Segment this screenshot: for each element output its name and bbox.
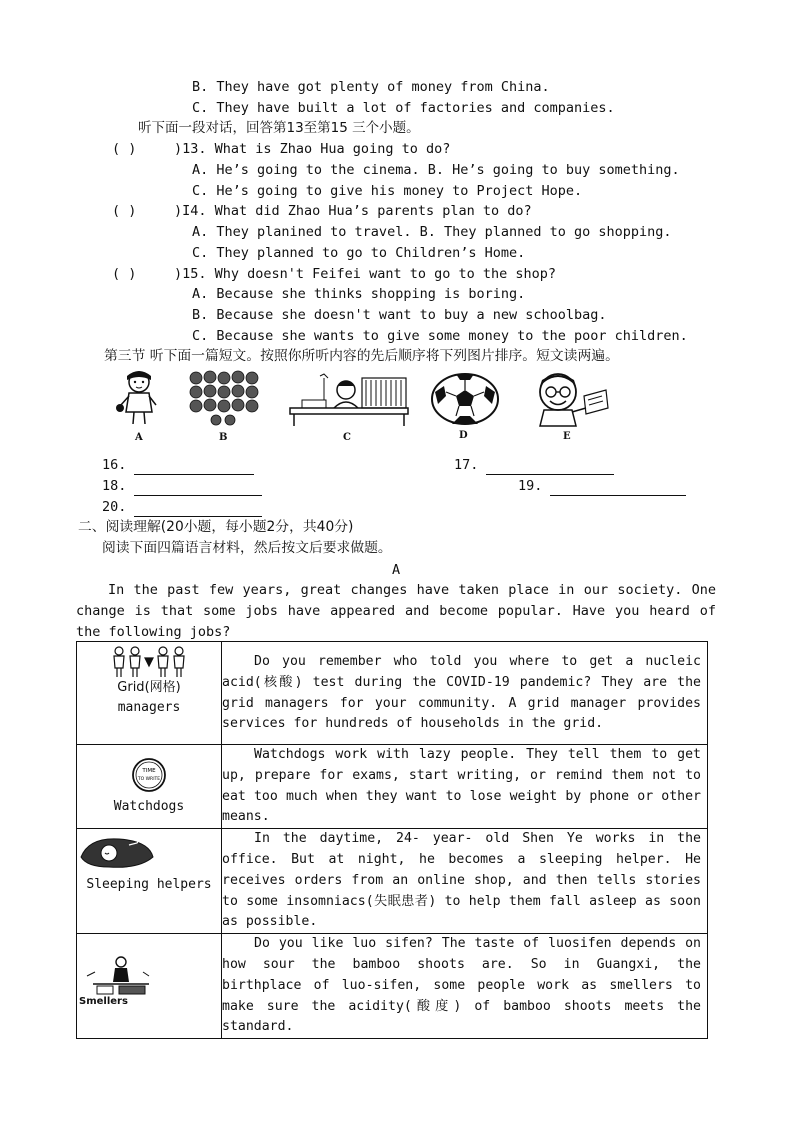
picture-label: A — [135, 432, 143, 443]
table-row — [77, 642, 708, 745]
answer-slot-label: 20. — [102, 499, 127, 515]
job-name: Sleeping helpers — [86, 877, 212, 893]
job-description: Do you remember who told you where to get a nucleic acid(核酸) test during the COVID-19 pandemic? They are the grid managers for your community. A grid manager provides services for hundreds of households in the grid. — [222, 642, 708, 745]
question-option: A. They planined to travel. B. They planned to go shopping. — [192, 224, 672, 240]
table-row — [77, 829, 708, 934]
picture-label: D — [459, 430, 468, 441]
q12-option-c: C. They have built a lot of factories and companies. — [192, 100, 615, 116]
answer-slot-label: 19. — [518, 478, 543, 494]
reading-heading: 二、阅读理解(20小题，每小题2分，共40分) — [78, 519, 354, 535]
clock-text: TIME — [142, 768, 156, 774]
q12-option-b: B. They have got plenty of money from China. — [192, 79, 550, 95]
stamps-picture-icon — [186, 370, 264, 430]
passage-intro: In the past few years, great changes have taken place in our society. One change is that some jobs have appeared and become popular. Have you heard of the following jobs? — [76, 582, 716, 640]
question-option: C. He’s going to give his money to Project Hope. — [192, 183, 583, 199]
grid-managers-icon — [109, 644, 189, 678]
passage-label: A — [392, 562, 401, 578]
job-name: Grid(网格) — [117, 680, 181, 695]
job-name: managers — [117, 700, 181, 715]
job-cell — [77, 642, 222, 745]
question-stem: )15. Why doesn't Feifei want to go to the shop? — [174, 266, 557, 282]
picture-label: B — [219, 432, 228, 443]
answer-paren[interactable]: ( ) — [112, 141, 137, 157]
answer-blank-20[interactable] — [134, 502, 262, 517]
clock-text: TO WRITE — [137, 777, 161, 782]
answer-blank-17[interactable] — [486, 460, 614, 475]
studying-boy-picture-icon — [288, 372, 410, 428]
question-option: C. Because she wants to give some money to the poor children. — [192, 328, 688, 344]
reading-instruction: 阅读下面四篇语言材料，然后按文后要求做题。 — [102, 540, 392, 556]
picture-label: C — [343, 432, 351, 443]
answer-slot-label: 16. — [102, 457, 127, 473]
answer-blank-16[interactable] — [134, 460, 254, 475]
job-description: In the daytime, 24- year- old Shen Ye works in the office. But at night, he becomes a sleeping helper. He receives orders from an online shop, and then tells stories to some insomniacs(失眠患者) to help them fall asleep as soon as possible. — [222, 829, 708, 934]
sleeping-person-icon — [79, 833, 159, 873]
question-option: A. Because she thinks shopping is boring. — [192, 286, 526, 302]
job-cell — [77, 745, 222, 829]
picture-label: E — [563, 431, 571, 442]
answer-paren[interactable]: ( ) — [112, 266, 137, 282]
answer-paren[interactable]: ( ) — [112, 203, 137, 219]
job-description: Do you like luo sifen? The taste of luosifen depends on how sour the bamboo shoots are. So in Guangxi, the birthplace of luo-sifen, some people work as smellers to make sure the acidity(酸度) of bamboo shoots meets the standard. — [222, 934, 708, 1039]
answer-blank-19[interactable] — [550, 481, 686, 496]
question-stem: )13. What is Zhao Hua going to do? — [174, 141, 451, 157]
answer-slot-label: 18. — [102, 478, 127, 494]
question-option: B. Because she doesn't want to buy a new schoolbag. — [192, 307, 607, 323]
question-option: A. He’s going to the cinema. B. He’s going to buy something. — [192, 162, 680, 178]
table-row — [77, 745, 708, 829]
job-cell — [77, 829, 222, 934]
question-stem: )I4. What did Zhao Hua’s parents plan to do? — [174, 203, 532, 219]
question-option: C. They planned to go to Children’s Home. — [192, 245, 526, 261]
answer-blank-18[interactable] — [134, 481, 262, 496]
part3-instruction: 第三节 听下面一篇短文。按照你所听内容的先后顺序将下列图片排序。短文读两遍。 — [104, 348, 619, 364]
job-description: Watchdogs work with lazy people. They tell them to get up, prepare for exams, start writing, or remind them not to eat too much when they want to lose weight by phone or other means. — [222, 745, 708, 829]
job-cell — [77, 934, 222, 1039]
table-row — [77, 934, 708, 1039]
boy-with-book-picture-icon — [526, 368, 616, 428]
jobs-table — [76, 641, 708, 1039]
clock-icon — [124, 757, 174, 793]
soccer-ball-picture-icon — [430, 372, 500, 426]
job-name: Smellers — [79, 996, 128, 1008]
girl-picture-icon — [114, 368, 164, 428]
dialogue-intro: 听下面一段对话，回答第13至第15 三个小题。 — [138, 120, 420, 136]
answer-slot-label: 17. — [454, 457, 479, 473]
job-name: Watchdogs — [113, 799, 185, 814]
